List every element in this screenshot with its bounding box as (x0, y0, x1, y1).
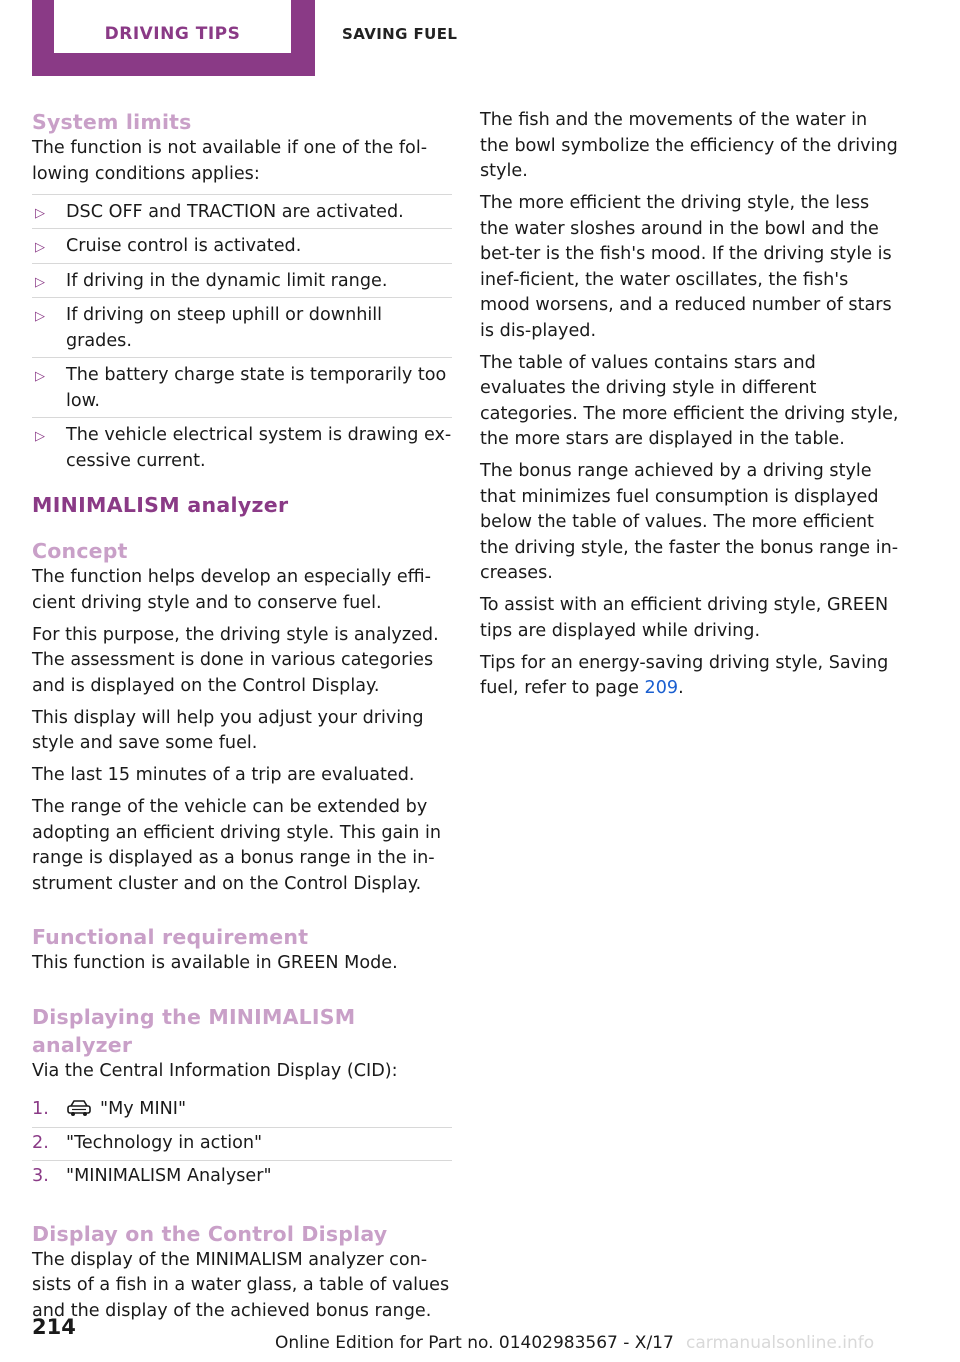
display-on-control-display-paragraph: The display of the MINIMALISM analyzer con‐sists of a fish in a water glass, a table of values and the display of the achieved bonus range. (32, 1249, 450, 1321)
watermark: carmanualsonline.info (686, 1333, 875, 1353)
triangle-bullet-icon: ▷ (35, 309, 45, 324)
list-item: ▷ If driving in the dynamic limit range. (32, 263, 452, 298)
right-paragraph-2: The more efficient the driving style, the less the water sloshes around in the bowl and the bet‐ter is the fish's mood. If the driving style is inef‐ficient, the water oscillates, the fish's mood worsens, and a reduced number of stars is dis‐played. (480, 193, 892, 341)
list-item: 1. "My MINI" (32, 1099, 187, 1119)
system-limits-list (32, 194, 452, 478)
right-paragraph-4: The bonus range achieved by a driving style that minimizes fuel consumption is displayed below the table of values. The more efficient the driving style, the faster the bonus range in‐creases. (480, 461, 899, 583)
functional-requirement-paragraph: This function is available in GREEN Mode. (32, 953, 398, 973)
left-column (32, 108, 452, 1331)
right-column (480, 108, 900, 708)
system-limits-intro: The function is not available if one of the fol‐lowing conditions applies: (32, 138, 428, 184)
list-item: ▷ The vehicle electrical system is drawing ex‐cessive current. (32, 417, 452, 477)
right-paragraph-3: The table of values contains stars and evaluates the driving style in different categories. The more efficient the driving style, the more stars are displayed in the table. (480, 352, 899, 449)
concept-heading: Concept (32, 539, 128, 563)
list-item: ▷ Cruise control is activated. (32, 228, 452, 263)
page-reference-link[interactable]: 209 (644, 678, 679, 698)
triangle-bullet-icon: ▷ (35, 429, 45, 444)
car-icon (66, 1099, 92, 1117)
triangle-bullet-icon: ▷ (35, 240, 45, 255)
display-on-control-display-heading: Display on the Control Display (32, 1221, 388, 1246)
concept-paragraph-4: The last 15 minutes of a trip are evaluated. (32, 765, 415, 785)
functional-requirement-heading: Functional requirement (32, 925, 309, 949)
right-paragraph-5: To assist with an efficient driving style, GREEN tips are displayed while driving. (480, 595, 889, 641)
list-item: ▷ If driving on steep uphill or downhill grades. (32, 297, 452, 357)
footer-edition: Online Edition for Part no. 01402983567 - X/17 (275, 1333, 674, 1353)
triangle-bullet-icon: ▷ (35, 274, 45, 290)
displaying-analyzer-paragraph: Via the Central Information Display (CID): (32, 1060, 398, 1081)
steps-list (32, 1094, 452, 1194)
page-number: 214 (32, 1315, 76, 1339)
list-item: 2. "Technology in action" (32, 1127, 452, 1161)
triangle-bullet-icon: ▷ (35, 369, 45, 384)
concept-paragraph-1: The function helps develop an especially effi‐cient driving style and to conserve fuel. (32, 567, 432, 613)
right-paragraph-6: Tips for an energy-saving driving style, Saving fuel, refer to page 209. (480, 652, 889, 698)
right-paragraph-1: The fish and the movements of the water in the bowl symbolize the efficiency of the driving style. (480, 110, 898, 181)
minimalism-analyzer-heading: MINIMALISM analyzer (32, 493, 289, 517)
section-header: SAVING FUEL (342, 25, 458, 43)
concept-paragraph-5: The range of the vehicle can be extended by adopting an efficient driving style. This gain in range is displayed as a bonus range in the in‐strument cluster and on the Control Display. (32, 797, 442, 894)
displaying-analyzer-heading: Displaying the MINIMALISM analyzer (32, 1004, 356, 1057)
system-limits-heading: System limits (32, 110, 192, 134)
concept-paragraph-3: This display will help you adjust your driving style and save some fuel. (32, 707, 424, 753)
list-item: 3. "MINIMALISM Analyser" (32, 1160, 452, 1194)
concept-paragraph-2: For this purpose, the driving style is analyzed. The assessment is done in various categories and is displayed on the Control Display. (32, 624, 439, 696)
list-item: ▷ DSC OFF and TRACTION are activated. (32, 194, 452, 229)
triangle-bullet-icon: ▷ (35, 205, 45, 221)
list-item: ▷ The battery charge state is temporarily too low. (32, 357, 452, 417)
header-tab-label: DRIVING TIPS (54, 0, 291, 53)
